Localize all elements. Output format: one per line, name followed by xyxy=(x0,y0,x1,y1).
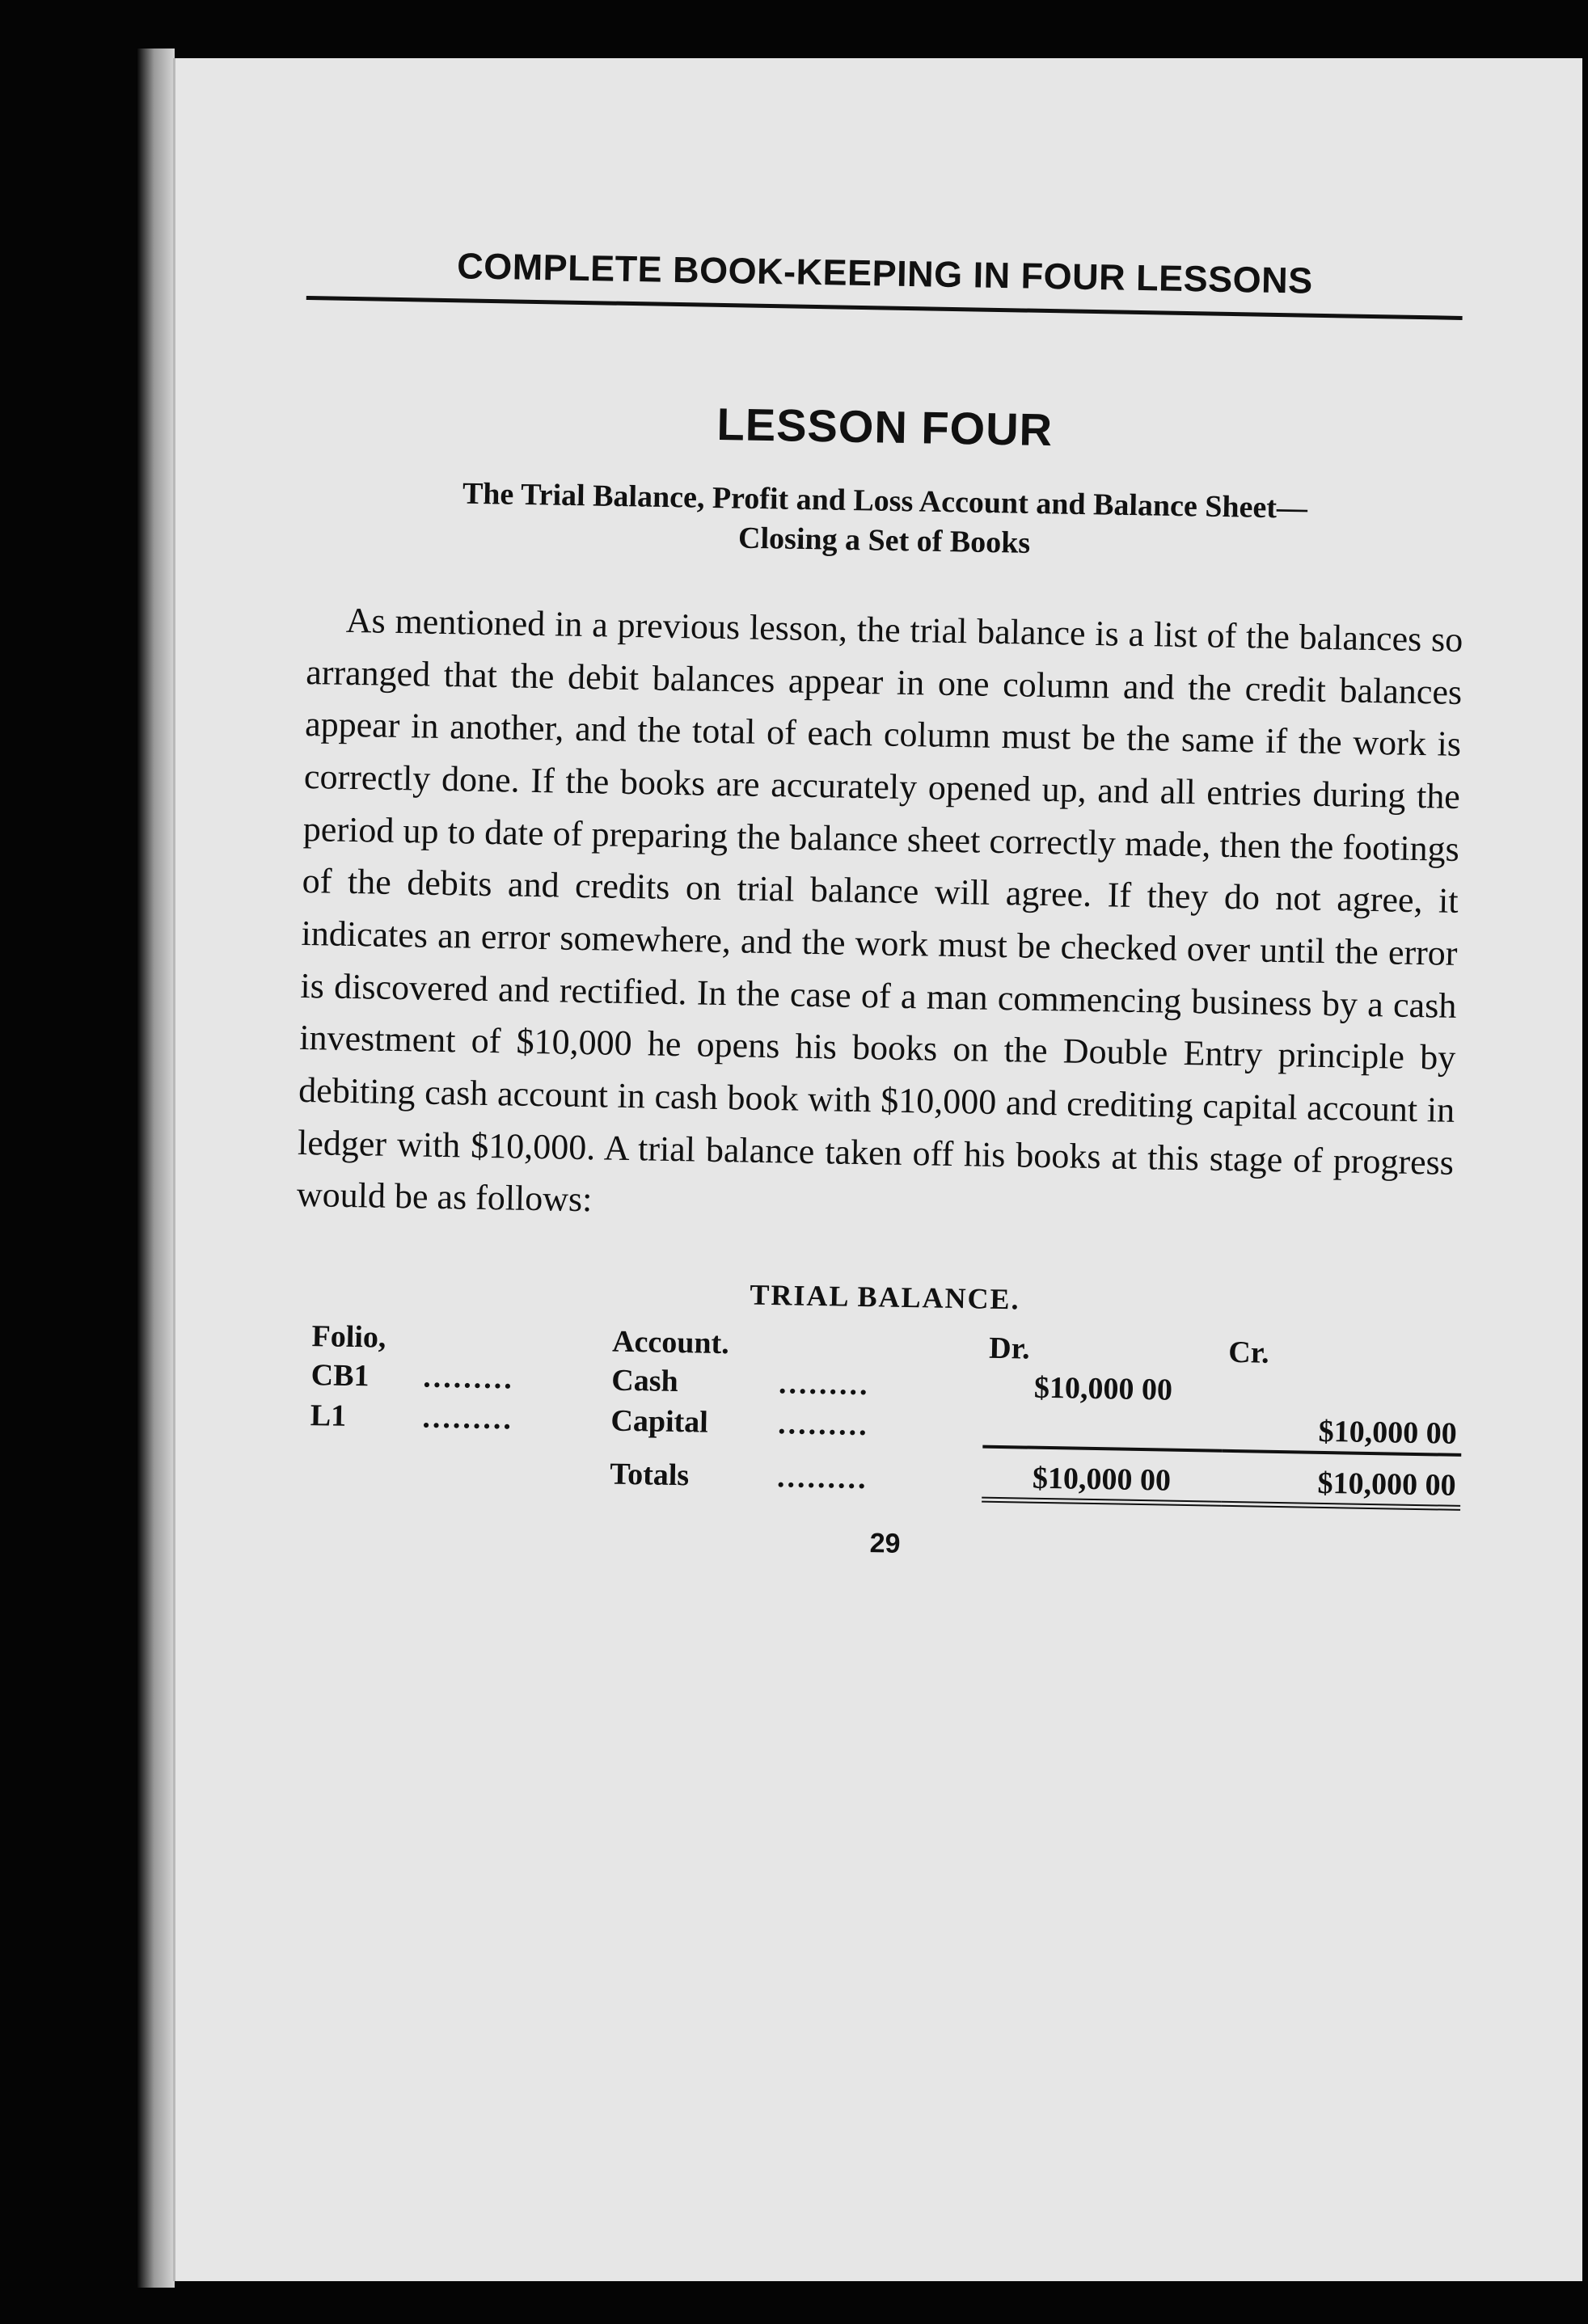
totals-label: Totals xyxy=(609,1456,690,1492)
leader-dots: ......... xyxy=(778,1366,870,1402)
page-number: 29 xyxy=(869,1527,901,1559)
credit-cell xyxy=(1223,1372,1463,1415)
page-content xyxy=(296,243,1463,1559)
debit-cell xyxy=(982,1406,1223,1450)
lesson-title: LESSON FOUR xyxy=(716,398,1054,456)
blank-spacer-cell xyxy=(416,1436,606,1493)
leader-dots: ......... xyxy=(422,1400,514,1436)
account-cell: Capital xyxy=(610,1403,709,1440)
credit-total-cell: $10,000 00 xyxy=(1221,1451,1461,1508)
lesson-subtitle: The Trial Balance, Profit and Loss Account and Balance Sheet—Closing a Set of Books xyxy=(462,476,1308,560)
debit-header: Dr. xyxy=(988,1331,1030,1366)
account-cell: Cash xyxy=(610,1363,679,1398)
account-header: Account. xyxy=(611,1324,730,1360)
leader-dots: ......... xyxy=(777,1407,870,1442)
running-head: COMPLETE BOOK-KEEPING IN FOUR LESSONS xyxy=(306,243,1463,320)
folio-spacer-header xyxy=(419,1318,608,1360)
debit-cell: $10,000 00 xyxy=(1033,1370,1173,1407)
debit-total-cell: $10,000 00 xyxy=(982,1446,1222,1504)
blank-folio-cell xyxy=(304,1435,417,1490)
trial-balance-body xyxy=(304,1356,1463,1508)
lesson-paragraph: As mentioned in a previous lesson, the trial balance is a list of the balances so arranged that the debit balances appear in one column and the credit balances appear in another, and the total of each column must be the same if the work is correctly done. If the books are accurately opened up, and all entries during the period up to date of preparing the balance sheet correctly made, then the footings of the debits and credits on trial balance will agree. If they do not agree, it indicates an error somewhere, and the work must be checked over until the error is discovered and rectified. In the case of a man commencing business by a cash investment of $10,000 he opens his books on the Double Entry principle by debiting cash account in cash book with $10,000 and crediting capital account in ledger with $10,000. A trial balance taken off his books at this stage of progress would be as follows: xyxy=(296,600,1463,1220)
leader-dots: ......... xyxy=(422,1360,515,1396)
folio-cell: CB1 xyxy=(310,1357,370,1394)
trial-balance-title: TRIAL BALANCE. xyxy=(750,1278,1020,1316)
page-edge-shadow xyxy=(137,49,175,2288)
credit-header: Cr. xyxy=(1227,1335,1269,1370)
credit-cell: $10,000 00 xyxy=(1318,1414,1458,1451)
account-spacer-header xyxy=(775,1325,985,1368)
trial-balance-table xyxy=(304,1317,1463,1511)
folio-cell: L1 xyxy=(310,1398,347,1433)
leader-dots: ......... xyxy=(776,1459,868,1495)
folio-header: Folio, xyxy=(311,1318,386,1355)
